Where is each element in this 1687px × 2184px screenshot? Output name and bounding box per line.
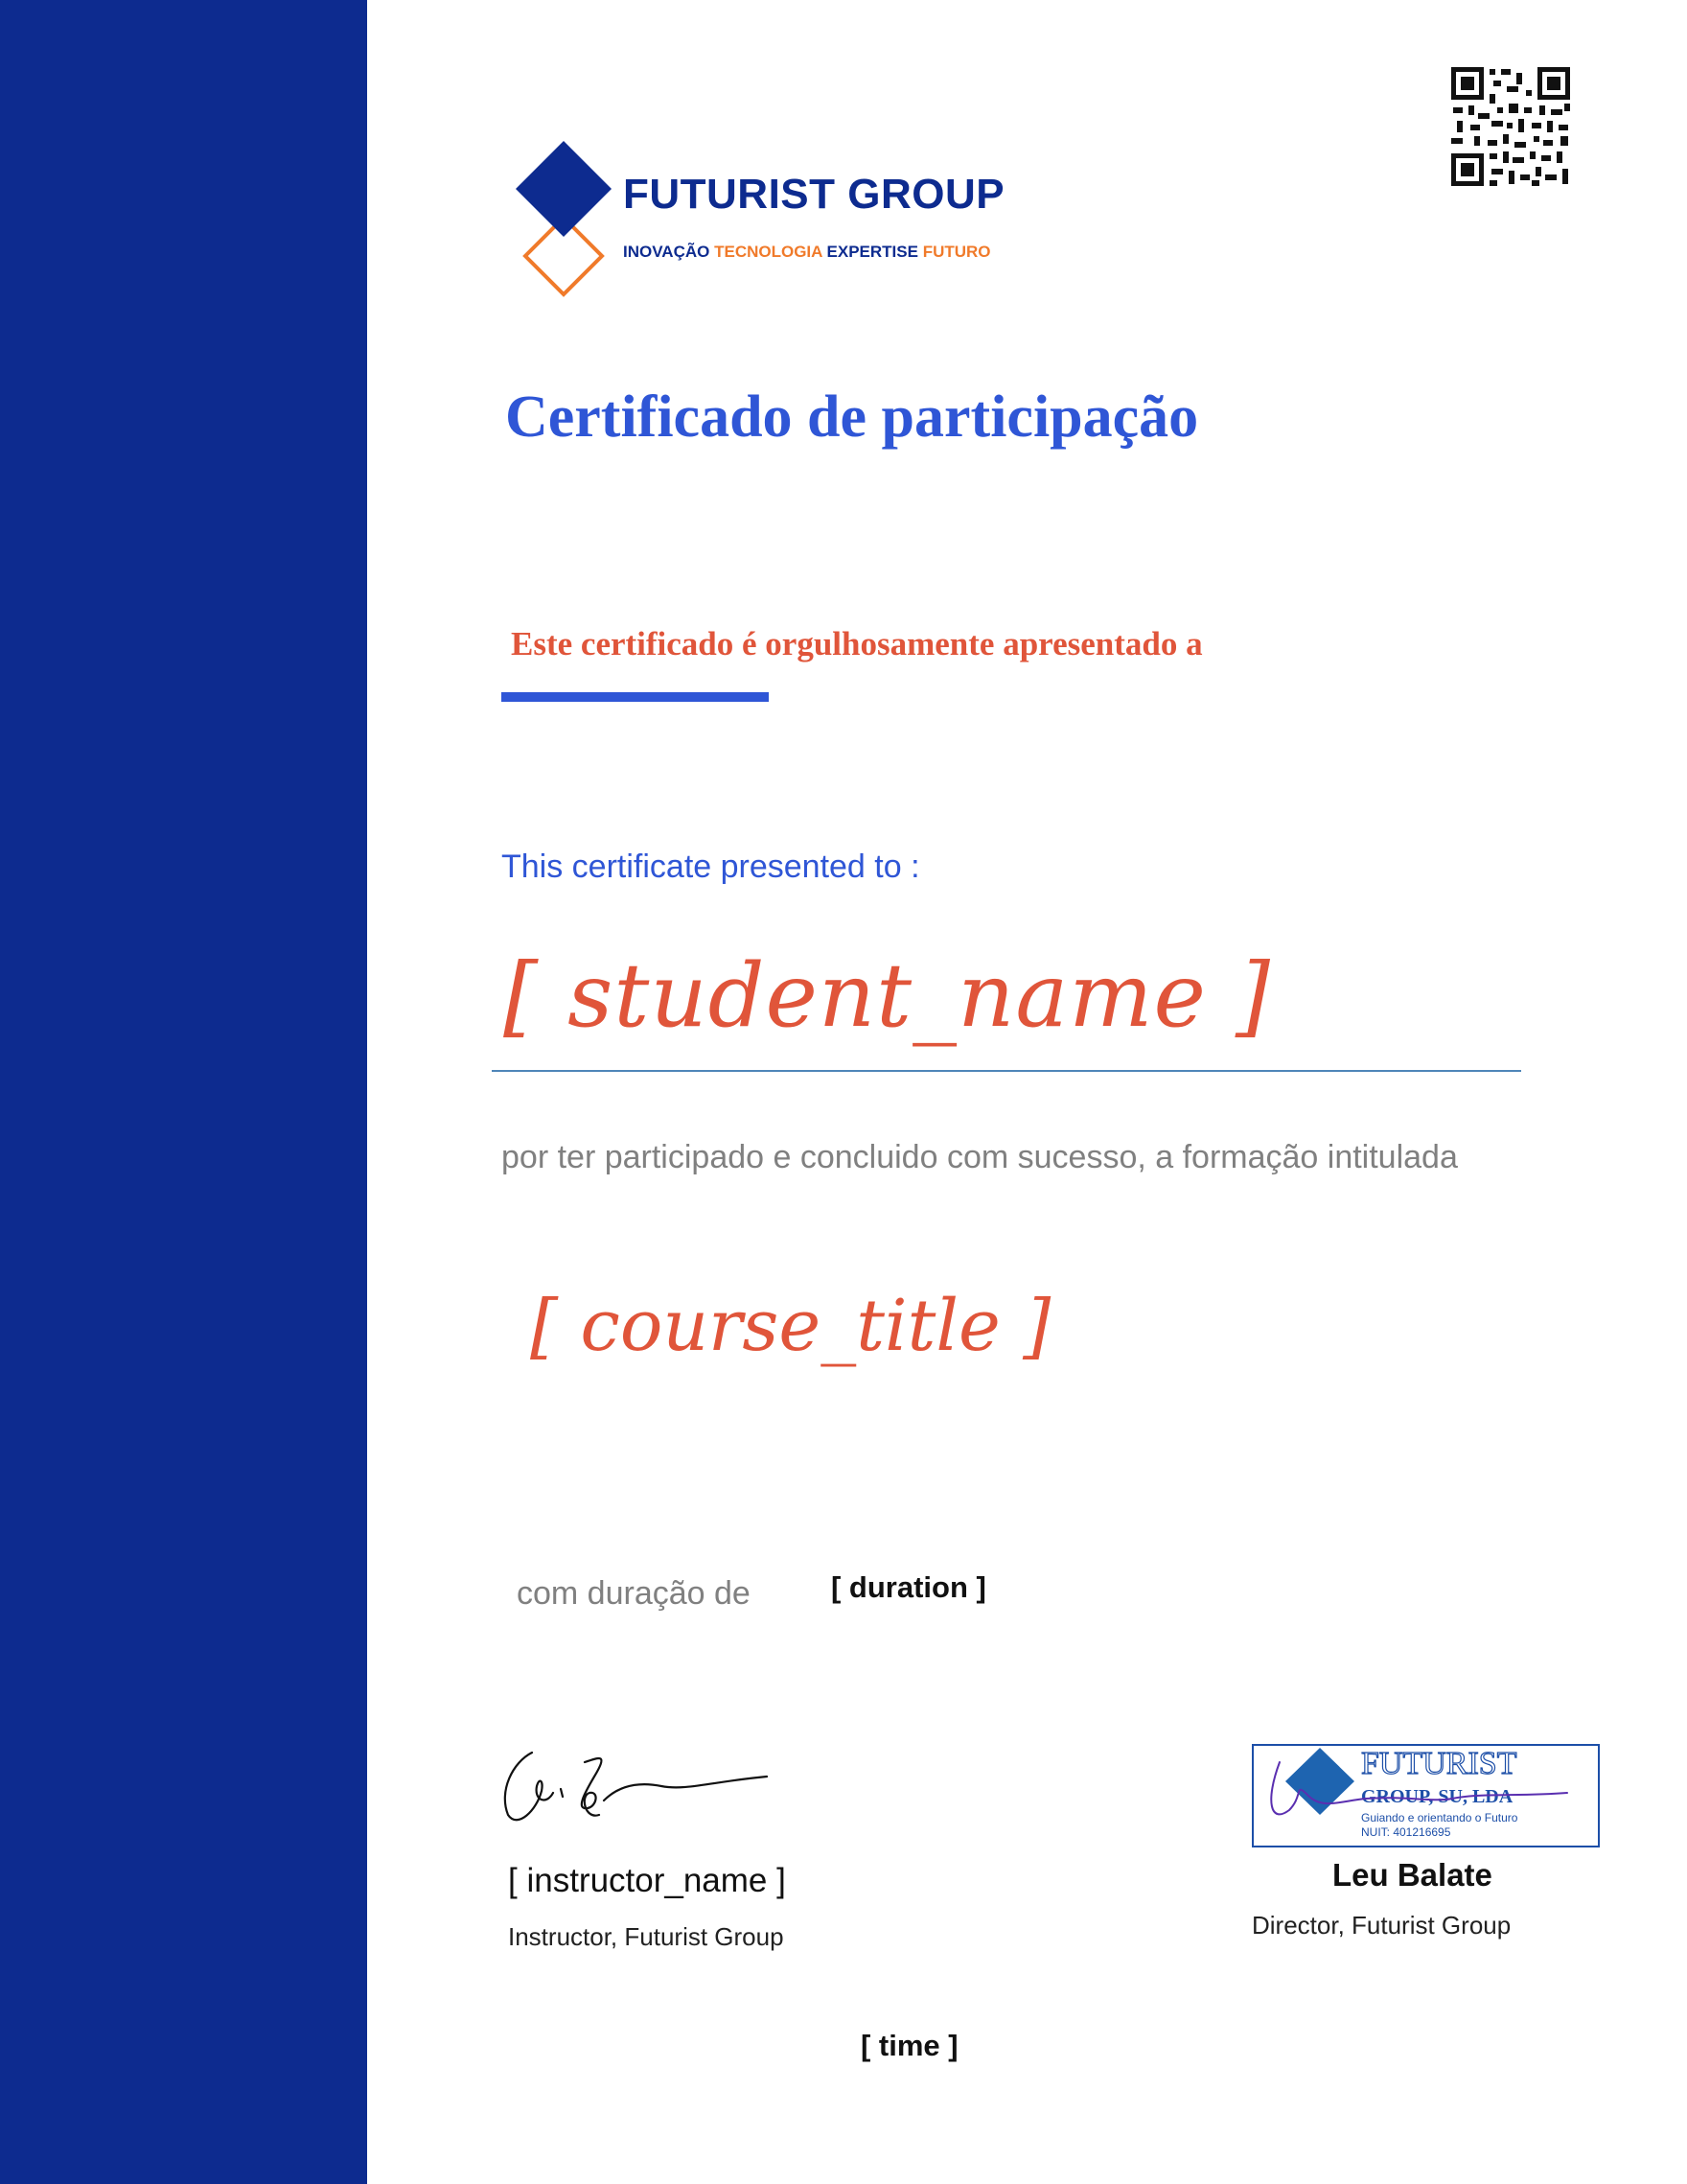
company-stamp [1251,1743,1601,1848]
instructor-name: [ instructor_name ] [508,1862,786,1899]
issue-time: [ time ] [861,2029,959,2062]
instructor-signature [494,1733,781,1834]
name-underline [492,1070,1521,1072]
director-name: Leu Balate [1332,1857,1492,1893]
sidebar-band [0,0,367,2184]
qr-code [1449,65,1572,188]
tagline-word: INOVAÇÃO [623,243,710,261]
svg-text:FUTURIST: FUTURIST [1361,1746,1517,1781]
completion-text: por ter participado e concluido com sucesso, a formação intitulada [501,1139,1458,1175]
logo-diamond-icon [506,139,621,297]
svg-text:Guiando e orientando o Futuro: Guiando e orientando o Futuro [1361,1811,1518,1824]
duration-label: com duração de [517,1575,751,1612]
accent-divider [501,692,769,702]
svg-text:NUIT: 401216695: NUIT: 401216695 [1361,1825,1451,1839]
director-role: Director, Futurist Group [1252,1911,1512,1940]
logo-tagline [623,243,991,262]
tagline-word: FUTURO [922,243,991,261]
certificate-title: Certificado de participação [505,384,1199,450]
tagline-word: EXPERTISE [826,243,918,261]
svg-text:GROUP, SU, LDA: GROUP, SU, LDA [1361,1786,1514,1807]
duration-value: [ duration ] [831,1570,986,1604]
presented-to-label: This certificate presented to : [501,848,920,885]
course-title: [ course_title ] [530,1285,1051,1367]
presentation-subtitle: Este certificado é orgulhosamente apresentado a [511,625,1203,662]
student-name: [ student_name ] [503,944,1272,1047]
instructor-role: Instructor, Futurist Group [508,1922,784,1951]
logo-name: FUTURIST GROUP [623,171,1005,218]
tagline-word: TECNOLOGIA [714,243,822,261]
